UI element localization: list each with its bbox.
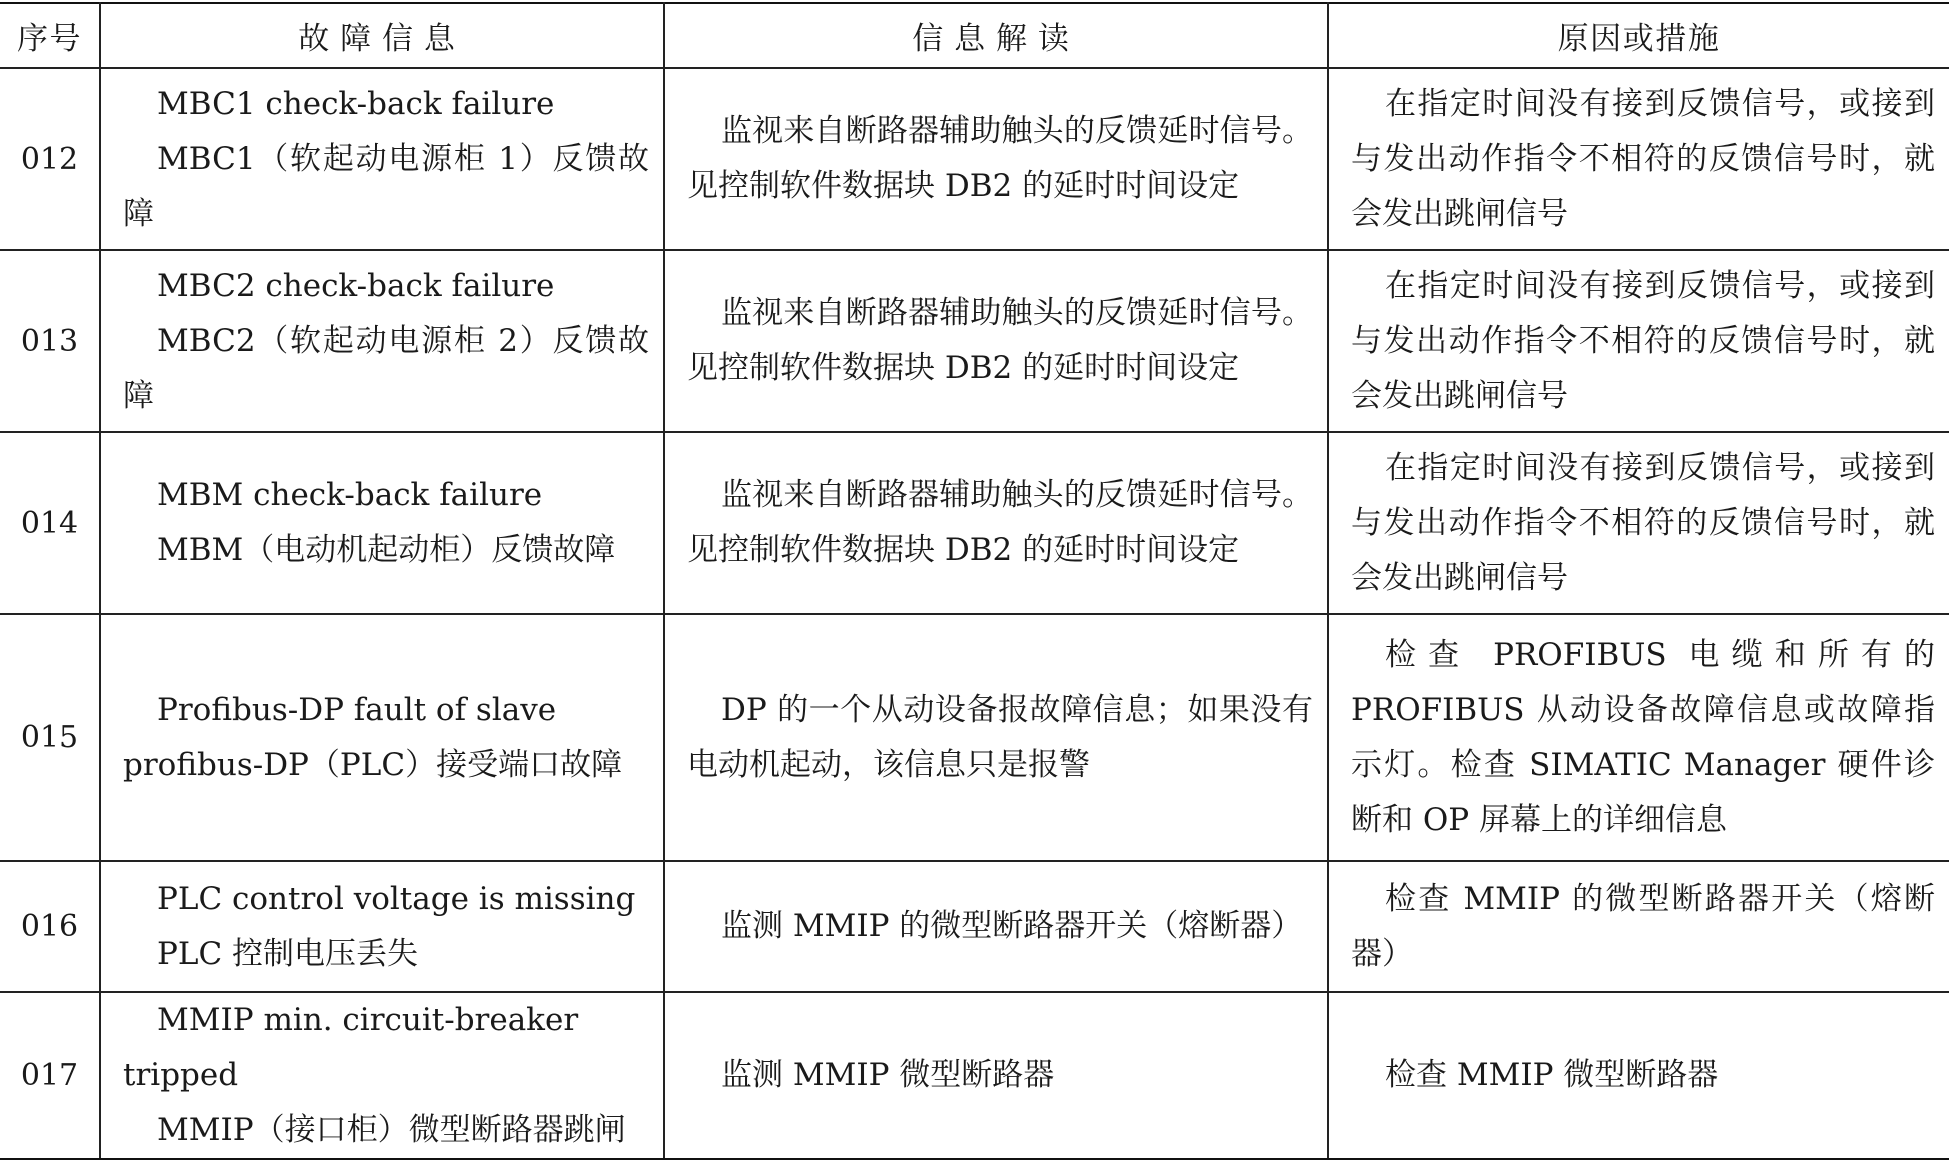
table-row [0,68,1949,250]
action-cell [1328,250,1949,432]
interpretation-text: DP 的一个从动设备报故障信息；如果没有电动机起动，该信息只是报警 [687,691,1313,783]
fault-info-cell [100,250,664,432]
interpretation-text: 监视来自断路器辅助触头的反馈延时信号。见控制软件数据块 DB2 的延时时间设定 [687,113,1313,204]
table-row [0,861,1949,992]
table-row [0,614,1949,861]
action-text: 在指定时间没有接到反馈信号，或接到与发出动作指令不相符的反馈信号时，就会发出跳闸信号 [1351,449,1935,596]
row-number: 013 [0,250,100,432]
fault-english: MBC1 check-back failure [157,85,555,122]
row-number: 014 [0,432,100,614]
interpretation-text: 监测 MMIP 微型断路器 [721,1057,1055,1093]
fault-chinese: MBM（电动机起动柜）反馈故障 [157,532,616,568]
interpretation-text: 监测 MMIP 的微型断路器开关（熔断器） [721,908,1303,944]
fault-chinese: profibus-DP（PLC）接受端口故障 [123,746,623,783]
row-number: 012 [0,68,100,250]
fault-chinese: MMIP（接口柜）微型断路器跳闸 [157,1112,626,1148]
action-cell [1328,68,1949,250]
interpretation-cell [664,68,1328,250]
fault-info-cell [100,432,664,614]
table-row [0,250,1949,432]
fault-english: MMIP min. circuit-breaker tripped [123,1002,579,1093]
fault-chinese: MBC2（软起动电源柜 2）反馈故障 [123,322,649,414]
action-cell [1328,614,1949,861]
action-text: 在指定时间没有接到反馈信号，或接到与发出动作指令不相符的反馈信号时，就会发出跳闸信号 [1351,267,1935,414]
action-text: 检查 MMIP 的微型断路器开关（熔断器） [1351,880,1935,972]
fault-info-cell [100,992,664,1159]
row-number: 017 [0,992,100,1159]
fault-chinese: PLC 控制电压丢失 [157,935,419,972]
interpretation-text: 监视来自断路器辅助触头的反馈延时信号。见控制软件数据块 DB2 的延时时间设定 [687,295,1313,386]
row-number: 015 [0,614,100,861]
interpretation-cell [664,250,1328,432]
header-fault-info: 故障信息 [100,3,664,68]
action-text: 检查 MMIP 微型断路器 [1385,1057,1719,1093]
action-cell [1328,861,1949,992]
fault-english: Profibus-DP fault of slave [157,691,557,728]
row-number: 016 [0,861,100,992]
fault-table [0,2,1949,1160]
interpretation-text: 监视来自断路器辅助触头的反馈延时信号。见控制软件数据块 DB2 的延时时间设定 [687,477,1313,568]
action-cell [1328,432,1949,614]
table-row [0,992,1949,1159]
interpretation-cell [664,432,1328,614]
fault-english: MBM check-back failure [157,477,543,513]
fault-info-cell [100,861,664,992]
fault-english: PLC control voltage is missing [157,880,636,917]
fault-info-cell [100,614,664,861]
header-no: 序号 [0,3,100,68]
header-cause-or-action: 原因或措施 [1328,3,1949,68]
interpretation-cell [664,614,1328,861]
table-header-row [0,3,1949,68]
table-row [0,432,1949,614]
action-text: 在指定时间没有接到反馈信号，或接到与发出动作指令不相符的反馈信号时，就会发出跳闸信号 [1351,85,1935,232]
fault-english: MBC2 check-back failure [157,267,555,304]
header-interpretation: 信息解读 [664,3,1328,68]
action-cell [1328,992,1949,1159]
fault-chinese: MBC1（软起动电源柜 1）反馈故障 [123,140,649,232]
action-text: 检查 PROFIBUS 电缆和所有的 PROFIBUS 从动设备故障信息或故障指示灯。检查 SIMATIC Manager 硬件诊断和 OP 屏幕上的详细信息 [1351,636,1935,838]
interpretation-cell [664,861,1328,992]
interpretation-cell [664,992,1328,1159]
fault-info-cell [100,68,664,250]
